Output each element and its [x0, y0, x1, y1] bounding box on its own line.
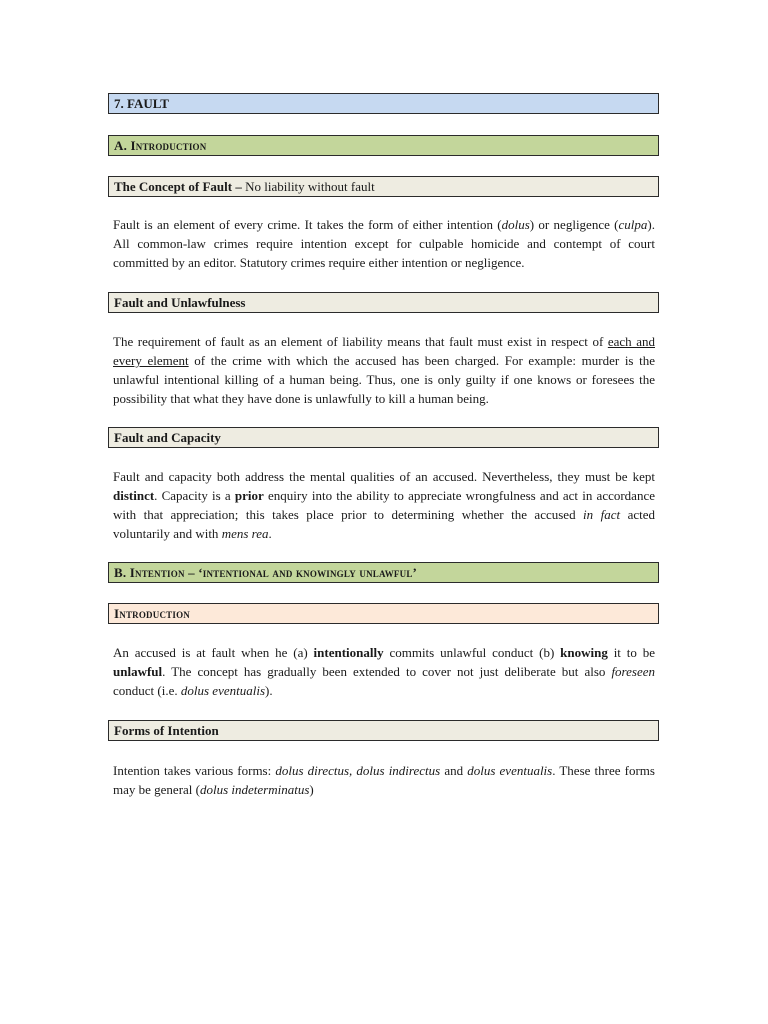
introduction-paragraph	[113, 643, 655, 700]
italic-run: dolus directus, dolus indirectus	[275, 763, 441, 778]
italic-run: culpa	[618, 217, 648, 232]
text-run: ) or negligence (	[529, 217, 619, 232]
text-run: conduct (i.e.	[113, 683, 181, 698]
text-run: ). All common-law crimes require intention except for culpable homicide and contempt of court committed by an editor. Statutory crimes require either intention or negligence.	[113, 217, 655, 270]
capacity-heading	[108, 427, 659, 448]
italic-run: dolus indeterminatus	[199, 782, 310, 797]
chapter-heading-text: 7. FAULT	[114, 96, 169, 111]
capacity-paragraph	[113, 467, 655, 543]
text-run: An accused is at fault when he (a)	[113, 645, 314, 660]
text-run: Fault and capacity both address the mental qualities of an accused. Nevertheless, they must be kept	[113, 469, 655, 484]
text-run: )	[309, 782, 314, 797]
text-run: .	[268, 526, 272, 541]
concept-subtitle: No liability without fault	[245, 179, 375, 194]
section-b-heading-text: B. Intention – ‘intentional and knowingly unlawful’	[114, 565, 418, 580]
text-run: enquiry into the ability to appreciate wrongfulness and act in accordance with that appreciation; this takes place prior to determining whether the accused	[113, 488, 655, 522]
italic-run: dolus eventualis	[467, 763, 553, 778]
text-run: ).	[265, 683, 273, 698]
concept-title: The Concept of Fault	[114, 179, 233, 194]
section-a-heading-text: A. Introduction	[114, 138, 207, 153]
concept-of-fault-heading	[108, 176, 659, 197]
text-run: commits unlawful conduct (b)	[383, 645, 561, 660]
text-run: acted voluntarily and with	[113, 507, 656, 541]
introduction-heading-text: Introduction	[114, 606, 190, 621]
text-run: Fault is an element of every crime. It takes the form of either intention (	[113, 217, 502, 232]
text-run: of the crime with which the accused has been charged. For example: murder is the unlawful intentional killing of a human being. Thus, one is only guilty if one knows or foresees the possibility that what they have done is unlawfully to kill a human being.	[113, 353, 655, 406]
italic-run: foreseen	[611, 664, 655, 679]
section-a-heading	[108, 135, 659, 156]
introduction-heading	[108, 603, 659, 624]
unlawfulness-heading-text: Fault and Unlawfulness	[114, 295, 246, 310]
italic-run: dolus eventualis	[180, 683, 266, 698]
italic-run: mens rea	[221, 526, 269, 541]
text-run: . These three forms may be general (	[113, 763, 655, 797]
concept-dash: –	[232, 179, 246, 194]
text-run: The requirement of fault as an element of liability means that fault must exist in respect of	[113, 334, 608, 349]
italic-run: in fact	[583, 507, 621, 522]
bold-run: unlawful	[113, 664, 163, 679]
section-b-heading	[108, 562, 659, 583]
bold-run: intentionally	[313, 645, 384, 660]
concept-paragraph	[113, 215, 655, 272]
bold-run: prior	[234, 488, 264, 503]
text-run: . Capacity is a	[154, 488, 235, 503]
bold-run: distinct	[113, 488, 155, 503]
text-run: and	[440, 763, 468, 778]
capacity-heading-text: Fault and Capacity	[114, 430, 221, 445]
forms-paragraph	[113, 761, 655, 799]
text-run: Intention takes various forms:	[113, 763, 276, 778]
forms-heading-text: Forms of Intention	[114, 723, 219, 738]
bold-run: knowing	[560, 645, 608, 660]
unlawfulness-heading	[108, 292, 659, 313]
text-run: it to be	[607, 645, 655, 660]
chapter-heading	[108, 93, 659, 114]
text-run: . The concept has gradually been extended to cover not just deliberate but also	[162, 664, 612, 679]
forms-of-intention-heading	[108, 720, 659, 741]
underlined-run: each and every element	[113, 334, 655, 368]
italic-run: dolus	[501, 217, 530, 232]
unlawfulness-paragraph	[113, 332, 655, 408]
